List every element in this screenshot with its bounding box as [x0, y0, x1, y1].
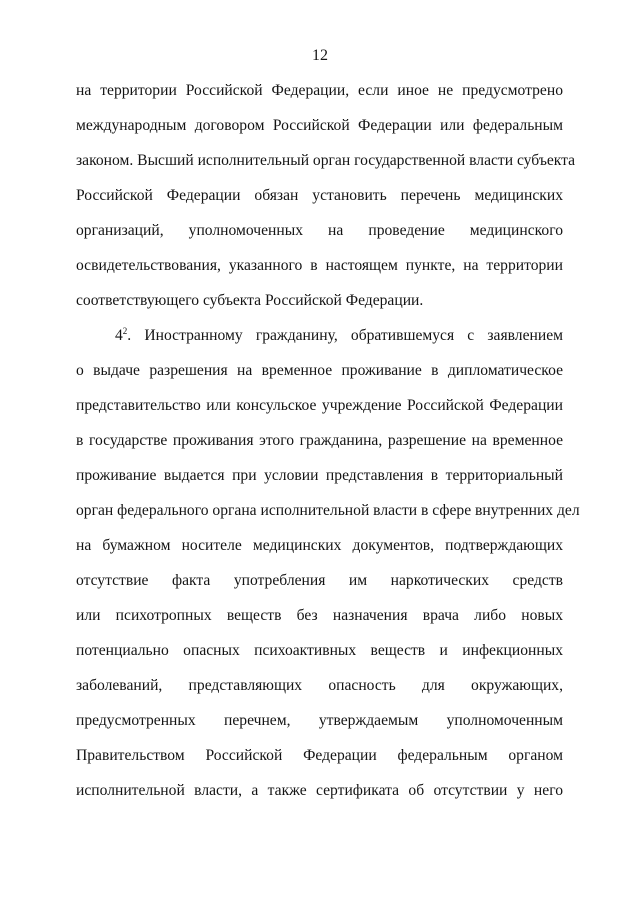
text-line: отсутствие факта употребления им наркотических средств — [76, 572, 563, 589]
text-line: организаций, уполномоченных на проведение медицинского — [76, 222, 563, 239]
text-line: в государстве проживания этого гражданина, разрешение на временное — [76, 432, 563, 449]
text-line: потенциально опасных психоактивных веществ и инфекционных — [76, 642, 563, 659]
page-number: 12 — [312, 47, 328, 64]
text-line: на территории Российской Федерации, если иное не предусмотрено — [76, 82, 563, 99]
text-line: проживание выдается при условии представления в территориальный — [76, 467, 563, 484]
text-line: освидетельствования, указанного в настоящем пункте, на территории — [76, 257, 563, 274]
text-line: заболеваний, представляющих опасность для окружающих, — [76, 677, 563, 694]
text-line: исполнительной власти, а также сертификата об отсутствии у него — [76, 782, 563, 799]
text-line: соответствующего субъекта Российской Федерации. — [76, 292, 424, 309]
text-line: о выдаче разрешения на временное проживание в дипломатическое — [76, 362, 563, 379]
text-line: орган федерального органа исполнительной власти в сфере внутренних дел — [76, 502, 580, 519]
clause-first-line-text: . Иностранному гражданину, обратившемуся с заявлением — [127, 327, 563, 344]
clause-superscript: 2 — [122, 326, 128, 336]
text-line: на бумажном носителе медицинских документов, подтверждающих — [76, 537, 563, 554]
clause-number: 4 — [115, 327, 123, 344]
text-line: международным договором Российской Федерации или федеральным — [76, 117, 563, 134]
text-line: Российской Федерации обязан установить перечень медицинских — [76, 187, 563, 204]
text-line: предусмотренных перечнем, утверждаемым уполномоченным — [76, 712, 563, 729]
text-line: законом. Высший исполнительный орган государственной власти субъекта — [76, 152, 576, 169]
clause-first-line — [115, 326, 563, 346]
text-line: Правительством Российской Федерации федеральным органом — [76, 747, 563, 764]
text-line: или психотропных веществ без назначения врача либо новых — [76, 607, 563, 624]
text-line: представительство или консульское учреждение Российской Федерации — [76, 397, 563, 414]
